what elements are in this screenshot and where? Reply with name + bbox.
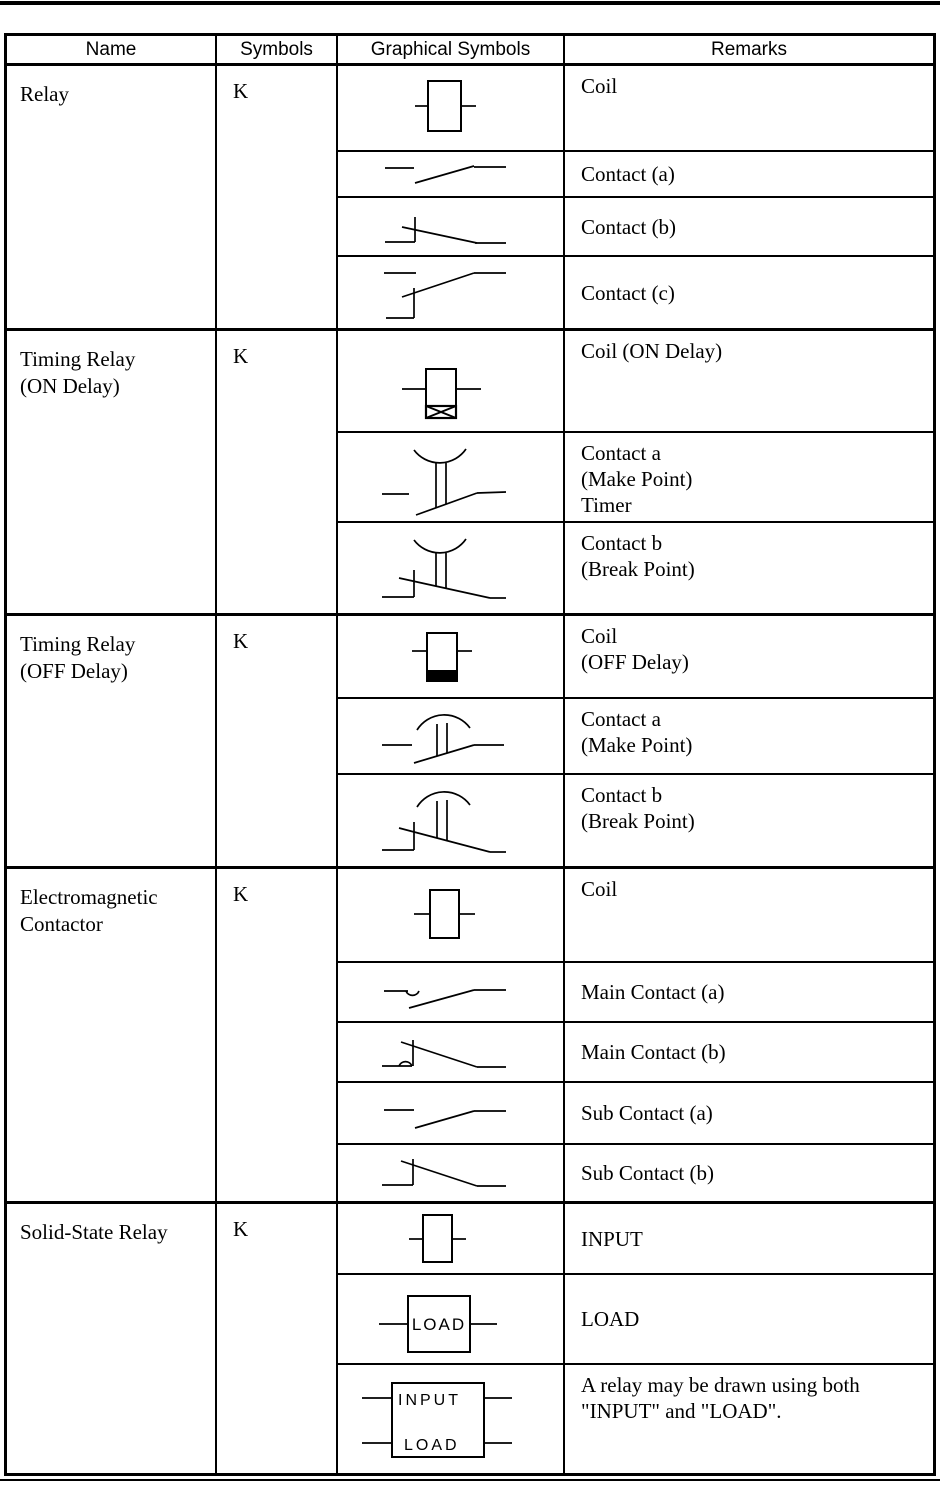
remark: Sub Contact (b)	[581, 1161, 714, 1185]
timed-contact-b-off-delay-symbol	[338, 775, 565, 866]
main-contact-b-symbol	[338, 1023, 565, 1081]
table-row	[338, 773, 933, 866]
letter-symbol: K	[217, 616, 338, 866]
name-line: (OFF Delay)	[20, 659, 128, 683]
relay-contact-a-symbol	[338, 152, 565, 196]
header-remarks: Remarks	[710, 38, 787, 60]
remark: Contact a (Make Point)	[581, 707, 693, 757]
remark: Sub Contact (a)	[581, 1101, 713, 1125]
timed-contact-a-off-delay-symbol	[338, 699, 565, 773]
letter-symbol: K	[217, 66, 338, 328]
section-solid-state-relay	[7, 1201, 933, 1473]
remark: Contact b (Break Point)	[581, 783, 695, 833]
name-line: Timing Relay	[20, 632, 136, 656]
input-box-label: INPUT	[398, 1392, 461, 1409]
remark: Coil (ON Delay)	[581, 339, 723, 363]
remark: A relay may be drawn using both "INPUT" and "LOAD".	[581, 1373, 860, 1423]
ssr-input-load-box-symbol	[338, 1365, 565, 1473]
remark: Contact a (Make Point) Timer	[581, 441, 693, 517]
table-row	[338, 150, 933, 196]
page-bottom-rule	[0, 1479, 940, 1481]
remark: Contact (a)	[581, 162, 675, 186]
table-row	[338, 1081, 933, 1143]
relay-symbols-table	[4, 33, 936, 1476]
load-box-label: LOAD	[404, 1437, 460, 1454]
table-row	[338, 1021, 933, 1081]
timed-contact-a-on-delay-symbol	[338, 433, 565, 521]
coil-off-delay-symbol	[338, 616, 565, 697]
load-box-label: LOAD	[411, 1315, 467, 1334]
ssr-load-box-symbol	[338, 1275, 565, 1363]
main-contact-a-symbol	[338, 963, 565, 1021]
name-line: Relay	[20, 82, 69, 106]
remark: Coil (OFF Delay)	[581, 624, 689, 674]
header-graphical-symbols: Graphical Symbols	[338, 36, 565, 63]
coil-on-delay-symbol	[338, 331, 565, 431]
remark: Coil	[581, 877, 618, 901]
remark: Contact (b)	[581, 214, 677, 239]
relay-contact-b-symbol	[338, 198, 565, 255]
remark: LOAD	[581, 1307, 640, 1331]
remark: INPUT	[581, 1226, 643, 1251]
page-top-rule	[0, 1, 940, 5]
name-line: (ON Delay)	[20, 374, 120, 398]
letter-symbol: K	[217, 1204, 338, 1473]
relay-coil-symbol	[338, 66, 565, 150]
component-name	[7, 616, 217, 866]
table-row	[338, 431, 933, 521]
table-row	[338, 255, 933, 328]
relay-contact-c-symbol	[338, 257, 565, 328]
table-row	[338, 961, 933, 1021]
header-name: Name	[7, 36, 217, 63]
component-name	[7, 1204, 217, 1473]
sub-contact-b-symbol	[338, 1145, 565, 1201]
name-line: Solid-State Relay	[20, 1220, 168, 1244]
table-row	[338, 521, 933, 613]
table-row	[338, 1143, 933, 1201]
remark: Contact b (Break Point)	[581, 531, 695, 581]
table-row	[338, 697, 933, 773]
name-line: Electromagnetic	[20, 885, 158, 909]
sub-contact-a-symbol	[338, 1083, 565, 1143]
table-row	[338, 1204, 933, 1273]
timed-contact-b-on-delay-symbol	[338, 523, 565, 613]
letter-symbol: K	[217, 869, 338, 1201]
section-timing-relay-off-delay	[7, 613, 933, 866]
header-symbols: Symbols	[217, 36, 338, 63]
ssr-input-coil-symbol	[338, 1204, 565, 1273]
table-row	[338, 331, 933, 431]
table-row	[338, 196, 933, 255]
name-line: Timing Relay	[20, 347, 136, 371]
component-name	[7, 331, 217, 613]
section-timing-relay-on-delay	[7, 328, 933, 613]
table-header-row	[7, 36, 933, 66]
remark: Main Contact (a)	[581, 980, 725, 1004]
remark: Contact (c)	[581, 280, 675, 305]
table-row	[338, 616, 933, 697]
remark: Main Contact (b)	[581, 1040, 726, 1064]
section-relay	[7, 66, 933, 328]
component-name	[7, 66, 217, 328]
letter-symbol: K	[217, 331, 338, 613]
table-row	[338, 1363, 933, 1473]
table-row	[338, 66, 933, 150]
section-electromagnetic-contactor	[7, 866, 933, 1201]
contactor-coil-symbol	[338, 869, 565, 961]
table-row	[338, 1273, 933, 1363]
table-row	[338, 869, 933, 961]
remark: Coil	[581, 74, 618, 98]
component-name	[7, 869, 217, 1201]
name-line: Contactor	[20, 912, 103, 936]
